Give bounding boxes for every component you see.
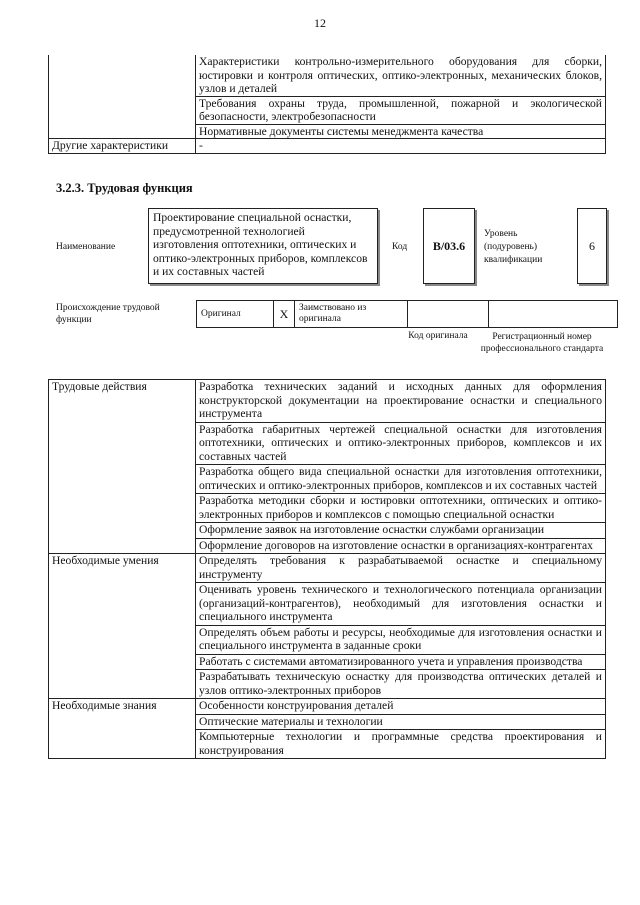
- table-cell: Разработка общего вида специальной оснастки для изготовления оптотехники, оптических и оптико-электронных приборов, комплексов и их составных частей: [196, 465, 606, 494]
- code-box: [423, 208, 475, 284]
- table-cell-empty: [49, 55, 196, 139]
- table-cell: Определять объем работы и ресурсы, необходимые для изготовления оснастки и специального инструмента в заданные сроки: [196, 625, 606, 654]
- section-label: Трудовые действия: [49, 380, 196, 554]
- section-label: Необходимые знания: [49, 699, 196, 759]
- origin-label: Происхождение трудовой функции: [56, 303, 160, 325]
- table-cell: Разрабатывать техническую оснастку для производства оптических деталей и узлов оптико-электронных приборов: [196, 670, 606, 699]
- section-title: 3.2.3. Трудовая функция: [56, 181, 193, 195]
- origin-original-label: Оригинал: [197, 301, 274, 328]
- origin-mark: X: [274, 301, 295, 328]
- origin-table: [196, 300, 618, 328]
- level-value: 6: [589, 238, 595, 253]
- origin-code-cell: [408, 301, 489, 328]
- table-cell: Оптические материалы и технологии: [196, 714, 606, 730]
- function-name-box: [148, 208, 378, 284]
- code-label: Код: [392, 242, 408, 252]
- section-label: Необходимые умения: [49, 554, 196, 699]
- table-cell: Особенности конструирования деталей: [196, 699, 606, 715]
- table-row: [49, 139, 606, 154]
- table-cell: Требования охраны труда, промышленной, пожарной и экологической безопасности, электробезопасности: [196, 96, 606, 124]
- table-cell: Компьютерные технологии и программные средства проектирования и конструирования: [196, 730, 606, 759]
- other-characteristics-value: -: [196, 139, 606, 154]
- table-cell: Разработка технических заданий и исходных данных для оформления конструкторской документации на проектирование оснастки и специального инструмента: [196, 380, 606, 423]
- naming-label: Наименование: [56, 242, 116, 252]
- origin-borrowed-label: Заимствовано из оригинала: [295, 301, 408, 328]
- page-number: 12: [314, 16, 326, 30]
- table-cell: Оценивать уровень технического и технологического потенциала организации (организаций-контрагентов), необходимый для изготовления оснастки и специального инструмента: [196, 583, 606, 626]
- origin-reg-caption: Регистрационный номер профессионального стандарта: [480, 332, 604, 354]
- table-cell: Разработка методики сборки и юстировки оптотехники, оптических и оптико-электронных приборов и комплексов с помощью специальной оснастки: [196, 494, 606, 523]
- level-label: Уровень (подуровень) квалификации: [484, 229, 543, 265]
- origin-code-caption: Код оригинала: [408, 331, 468, 341]
- table-cell: Нормативные документы системы менеджмента качества: [196, 124, 606, 139]
- table-cell: Характеристики контрольно-измерительного оборудования для сборки, юстировки и контроля оптических, оптико-электронных, механических блоков, узлов и деталей: [196, 55, 606, 96]
- main-table: [48, 379, 606, 759]
- function-name: Проектирование специальной оснастки, предусмотренной технологией изготовления оптотехники, оптических и оптико-электронных приборов, комплексов и их составных частей: [153, 211, 368, 278]
- table-cell: Работать с системами автоматизированного учета и управления производства: [196, 654, 606, 670]
- table-cell: Оформление заявок на изготовление оснастки службами организации: [196, 523, 606, 539]
- code-value: B/03.6: [432, 238, 466, 253]
- table-row: [197, 301, 618, 328]
- table-cell: Разработка габаритных чертежей специальной оснастки для изготовления оптотехники, оптических и оптико-электронных приборов, комплексов и их составных частей: [196, 422, 606, 465]
- table-cell: Определять требования к разрабатываемой оснастке и специальному инструменту: [196, 554, 606, 583]
- level-box: [577, 208, 607, 284]
- table-row: [49, 55, 606, 96]
- top-table: [48, 55, 606, 154]
- table-row: [49, 380, 606, 423]
- table-cell: Оформление договоров на изготовление оснастки в организациях-контрагентах: [196, 538, 606, 554]
- origin-reg-cell: [489, 301, 618, 328]
- table-row: [49, 554, 606, 583]
- table-row: [49, 699, 606, 715]
- other-characteristics-label: Другие характеристики: [49, 139, 196, 154]
